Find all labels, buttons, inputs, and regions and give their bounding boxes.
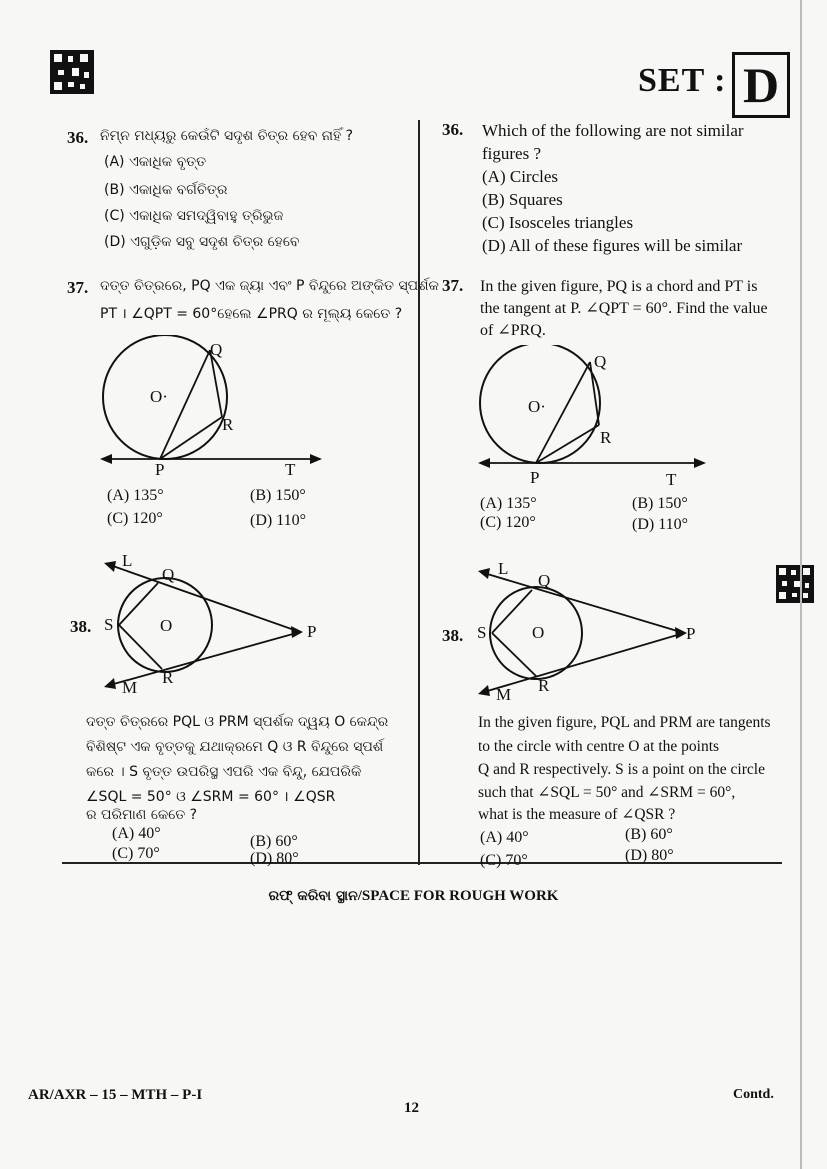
rough-work-english: /SPACE FOR ROUGH WORK: [357, 888, 559, 904]
label-r: R: [538, 676, 550, 695]
label-p: P: [530, 468, 540, 487]
rough-work-heading: [0, 888, 827, 905]
label-p: P: [155, 460, 165, 479]
section-divider: [62, 862, 782, 864]
right-q37-option-c: (C) 120°: [480, 514, 536, 531]
right-q36-line2: figures ?: [482, 144, 542, 163]
set-code-box: [732, 52, 790, 118]
label-o: O·: [528, 397, 546, 416]
right-q36-option-c: (C) Isosceles triangles: [482, 213, 634, 232]
left-q38-line4: ∠SQL = 50° ଓ ∠SRM = 60° । ∠QSR: [86, 789, 336, 805]
right-q36-option-a: (A) Circles: [482, 167, 559, 186]
right-q38-option-d: (D) 80°: [625, 847, 674, 864]
label-o: O·: [150, 387, 168, 406]
right-q37-number: 37.: [442, 276, 464, 295]
label-q: Q: [538, 571, 551, 590]
left-q38-number: 38.: [70, 617, 92, 636]
right-q36-option-d: (D) All of these figures will be similar: [482, 236, 743, 255]
left-q36-option-b: (B) ଏକାଧିକ ବର୍ଗଚିତ୍ର: [104, 182, 228, 198]
left-q38-figure: [100, 555, 325, 700]
right-q37-option-b: (B) 150°: [632, 495, 688, 512]
label-p: P: [307, 622, 317, 641]
left-q37-figure: [100, 335, 325, 485]
label-m: M: [122, 678, 138, 695]
left-q36-number: 36.: [67, 128, 89, 147]
paper-code: AR/AXR – 15 – MTH – P-I: [28, 1087, 203, 1103]
page-number: 12: [404, 1100, 419, 1116]
right-q37-line3: of ∠PRQ.: [480, 322, 546, 339]
left-q36-option-c: (C) ଏକାଧିକ ସମଦ୍ୱିବାହୁ ତ୍ରିଭୁଜ: [104, 208, 284, 224]
left-q38-option-c: (C) 70°: [112, 845, 160, 862]
left-q37-line1: ଦତ୍ତ ଚିତ୍ରରେ, PQ ଏକ ଜ୍ୟା ଏବଂ P ବିନ୍ଦୁରେ ଅଙ୍କିତ ସ୍ପର୍ଶକ: [100, 278, 439, 294]
label-o: O: [532, 623, 545, 642]
right-q38-option-b: (B) 60°: [625, 826, 673, 843]
right-q38-option-c: (C) 70°: [480, 852, 528, 869]
left-q36-option-d: (D) ଏଗୁଡ଼ିକ ସବୁ ସଦୃଶ ଚିତ୍ର ହେବେ: [104, 234, 300, 250]
right-q38-line1: In the given figure, PQL and PRM are tangents: [478, 714, 771, 731]
right-q37-option-d: (D) 110°: [632, 516, 689, 533]
label-l: L: [122, 555, 133, 570]
label-o: O: [160, 616, 173, 635]
label-p: P: [686, 624, 696, 643]
qr-code-top-left: [50, 50, 94, 94]
right-q38-line3: Q and R respectively. S is a point on the circle: [478, 761, 765, 778]
right-q37-figure: [478, 345, 708, 495]
left-q38-option-b: (B) 60°: [250, 833, 298, 850]
label-m: M: [496, 685, 512, 700]
label-s: S: [477, 623, 487, 642]
right-q36-number: 36.: [442, 120, 464, 139]
left-q36-option-a: (A) ଏକାଧିକ ବୃତ୍ତ: [104, 154, 207, 170]
left-q37-line2: PT । ∠QPT = 60°ହେଲେ ∠PRQ ର ମୂଲ୍ୟ କେତେ ?: [100, 306, 403, 322]
right-q37-option-a: (A) 135°: [480, 495, 537, 512]
label-r: R: [222, 415, 234, 434]
set-label: SET :: [638, 62, 727, 99]
right-q38-line5: what is the measure of ∠QSR ?: [478, 806, 676, 823]
left-q37-option-b: (B) 150°: [250, 487, 306, 504]
left-q36-text: ନିମ୍ନ ମଧ୍ୟରୁ କେଉଁଟି ସଦୃଶ ଚିତ୍ର ହେବ ନାହିଁ ?: [100, 128, 354, 144]
set-code: D: [742, 57, 780, 113]
right-q38-line4: such that ∠SQL = 50° and ∠SRM = 60°,: [478, 784, 736, 801]
right-q38-number: 38.: [442, 626, 464, 645]
column-divider: [418, 120, 420, 865]
label-r: R: [162, 668, 174, 687]
label-t: T: [285, 460, 296, 479]
right-q38-line2: to the circle with centre O at the points: [478, 738, 720, 755]
right-q36-line1: Which of the following are not similar: [482, 121, 744, 140]
right-q36-option-b: (B) Squares: [482, 190, 563, 209]
left-q37-number: 37.: [67, 278, 89, 297]
label-r: R: [600, 428, 612, 447]
right-q38-option-a: (A) 40°: [480, 829, 529, 846]
left-q38-option-a: (A) 40°: [112, 825, 161, 842]
label-q: Q: [210, 340, 223, 359]
left-q38-line3: କରେ । S ବୃତ୍ତ ଉପରିସ୍ଥ ଏପରି ଏକ ବିନ୍ଦୁ, ଯେପରିକି: [86, 764, 362, 780]
right-q38-figure: [474, 560, 704, 705]
left-q37-option-d: (D) 110°: [250, 512, 307, 529]
label-l: L: [498, 560, 509, 578]
left-q38-line1: ଦତ୍ତ ଚିତ୍ରରେ PQL ଓ PRM ସ୍ପର୍ଶକ ଦ୍ୱୟ O କେନ୍ଦ୍ର: [86, 714, 389, 730]
label-t: T: [666, 470, 677, 489]
left-q37-option-c: (C) 120°: [107, 510, 163, 527]
label-q: Q: [594, 352, 607, 371]
left-q38-line5: ର ପରିମାଣ କେତେ ?: [86, 807, 198, 823]
right-q37-line2: the tangent at P. ∠QPT = 60°. Find the value: [480, 300, 768, 317]
qr-code-right: [776, 565, 814, 603]
continued-label: Contd.: [733, 1087, 774, 1102]
label-s: S: [104, 615, 114, 634]
left-q37-option-a: (A) 135°: [107, 487, 164, 504]
right-q37-line1: In the given figure, PQ is a chord and PT is: [480, 278, 758, 295]
rough-work-odia: ରଫ୍ କରିବା ସ୍ଥାନ: [268, 888, 358, 904]
left-q38-line2: ବିଶିଷ୍ଟ ଏକ ବୃତ୍ତକୁ ଯଥାକ୍ରମେ Q ଓ R ବିନ୍ଦୁରେ ସ୍ପର୍ଶ: [86, 739, 384, 755]
page-edge: [800, 0, 802, 1169]
left-q38-option-d: (D) 80°: [250, 850, 299, 867]
label-q: Q: [162, 565, 175, 584]
